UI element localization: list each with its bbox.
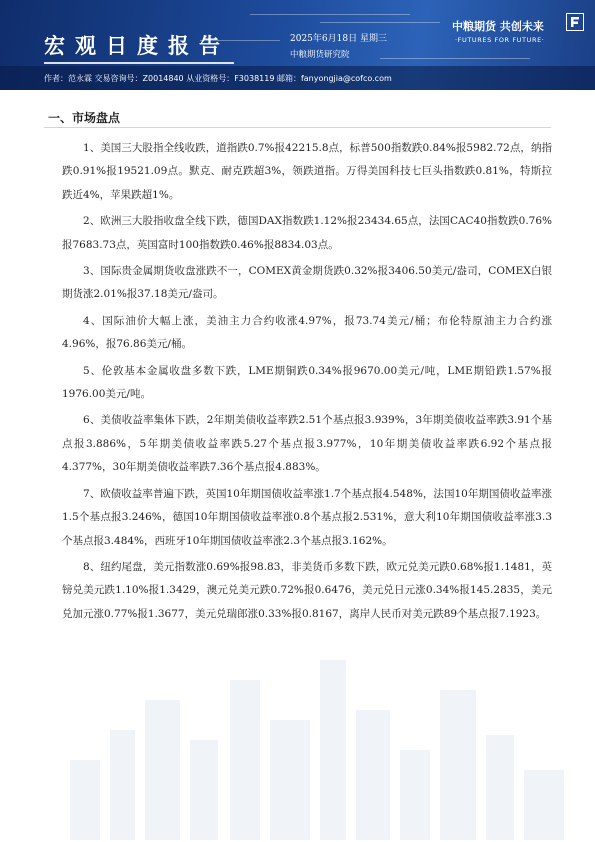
market-paragraph-5: 5、伦敦基本金属收盘多数下跌，LME期铜跌0.34%报9670.00美元/吨，LME期铅跌1.57%报1976.00美元/吨。 [62,364,552,401]
market-paragraph-8: 8、纽约尾盘，美元指数涨0.69%报98.83，非美货币多数下跌，欧元兑美元跌0.68%报1.1481，英镑兑美元跌1.10%报1.3429，澳元兑美元跌0.72%报0.6476，美元兑日元涨0.34%报145.2835，美元兑加元涨0.77%报1.3677，美元兑瑞郎涨0.33%报0.8167，离岸人民币对美元跌89个基点报7.1923。 [62,560,552,620]
market-paragraph-7: 7、欧债收益率普遍下跌，英国10年期国债收益率涨1.7个基点报4.548%，法国10年期国债收益率涨1.5个基点报3.246%，德国10年期国债收益率涨0.8个基点报2.531%，意大利10年期国债收益率涨3.3个基点报3.484%，西班牙10年期国债收益率涨2.3个基点报3.162%。 [62,487,552,547]
market-paragraph-3: 3、国际贵金属期货收盘涨跌不一，COMEX黄金期货跌0.32%报3406.50美元/盎司，COMEX白银期货涨2.01%报37.18美元/盎司。 [62,265,552,301]
section-divider [44,127,551,128]
market-paragraph-6: 6、美债收益率集体下跌，2年期美债收益率跌2.51个基点报3.939%，3年期美债收益率跌3.91个基点报3.886%，5年期美债收益率跌5.27个基点报3.977%，10年期美债收益率跌6.92个基点报4.377%，30年期美债收益率跌7.36个基点报4.883%。 [62,414,552,474]
page-title: 宏观日度报告 [44,34,230,58]
market-paragraph-1: 1、美国三大股指全线收跌，道指跌0.7%报42215.8点，标普500指数跌0.84%报5982.72点，纳指跌0.91%报19521.09点。默克、耐克跌超3%，领跌道指。万得美国科技七巨头指数跌0.81%，特斯拉跌近4%，苹果跌超1%。 [62,142,552,201]
section-heading: 一、市场盘点 [48,111,121,125]
cofco-logo-icon [566,13,584,31]
skyline-watermark [60,640,595,840]
market-review-content [62,137,552,629]
report-date: 2025年6月18日 星期三 [290,34,387,44]
institute-name: 中粮期货研究院 [290,50,350,60]
brand-slogan: 中粮期货 共创未来 [452,20,544,33]
author-info: 作者：范永霖 交易咨询号：Z0014840 从业资格号：F3038119 邮箱：fanyongjia@cofco.com [44,74,392,83]
market-paragraph-4: 4、国际油价大幅上涨，美油主力合约收涨4.97%，报73.74美元/桶；布伦特原油主力合约涨4.96%，报76.86美元/桶。 [62,314,552,351]
market-paragraph-2: 2、欧洲三大股指收盘全线下跌，德国DAX指数跌1.12%报23434.65点，法国CAC40指数跌0.76%报7683.73点，英国富时100指数跌0.46%报8834.03点。 [62,215,552,251]
brand-subtitle: ·FUTURES FOR FUTURE· [455,36,545,44]
title-underline [44,62,234,64]
